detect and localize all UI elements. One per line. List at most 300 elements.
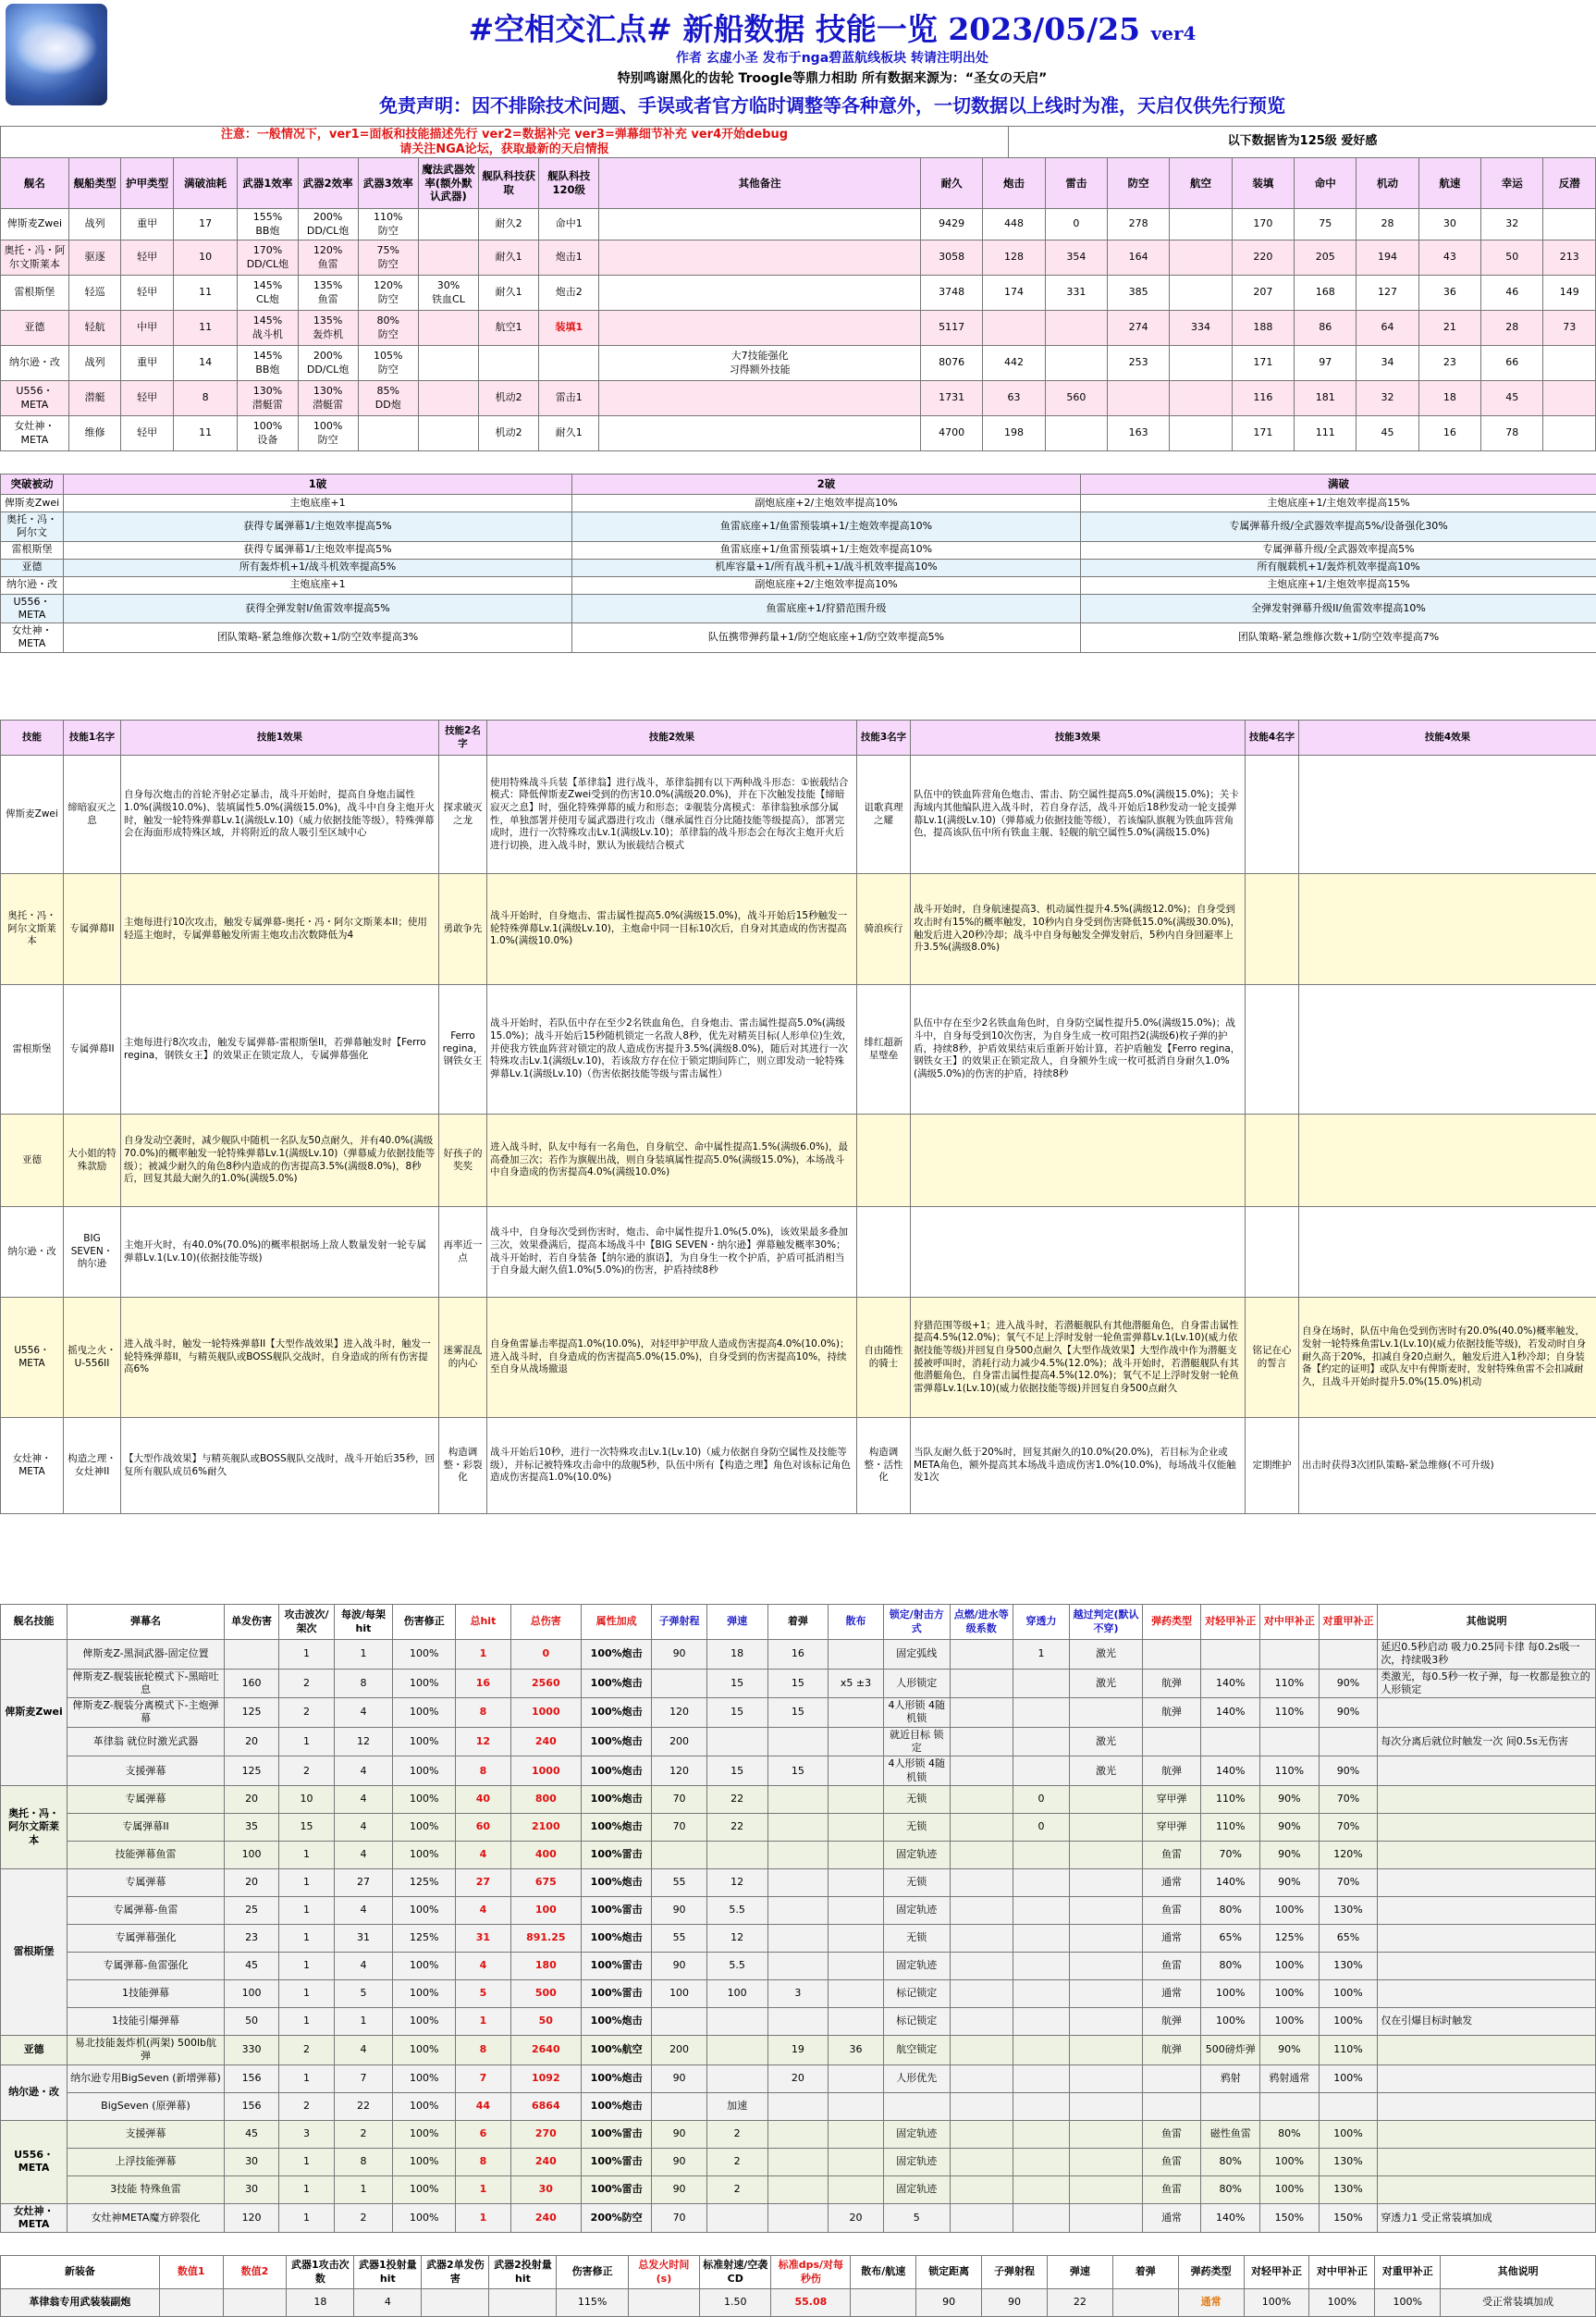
barrage-cell: 100%炮击	[581, 1698, 651, 1728]
barrage-cell	[1070, 1979, 1143, 2007]
barrage-cell: 8	[456, 1698, 510, 1728]
stat-cell: 207	[1232, 276, 1294, 311]
barrage-cell: 鱼雷	[1142, 1952, 1201, 1979]
document-header	[0, 0, 1596, 129]
header-cell: 散布/航速	[851, 2256, 916, 2289]
barrage-cell: 100	[224, 1841, 278, 1868]
barrage-cell: 36	[829, 2035, 883, 2064]
barrage-row	[1, 1727, 1596, 1756]
stat-cell: 34	[1357, 346, 1418, 381]
stat-cell: 4700	[920, 416, 982, 451]
barrage-cell: 鱼雷	[1142, 1841, 1201, 1868]
barrage-cell	[950, 2203, 1013, 2233]
barrage-cell	[1378, 1841, 1596, 1868]
stat-cell: 5117	[920, 311, 982, 346]
barrage-cell	[829, 1640, 883, 1670]
stat-cell: 116	[1232, 381, 1294, 416]
barrage-cell: 100	[224, 1979, 278, 2007]
header-cell: 耐久	[920, 158, 982, 209]
barrage-cell: 150%	[1319, 2203, 1378, 2233]
stat-cell: 30% 铁血CL	[418, 276, 478, 311]
barrage-cell: 100%	[393, 1979, 456, 2007]
stat-cell	[1045, 311, 1107, 346]
header-cell: 对中甲补正	[1260, 1605, 1320, 1640]
stat-cell: 18	[1418, 381, 1480, 416]
barrage-cell: 120%	[1319, 1841, 1378, 1868]
barrage-cell: 120	[652, 1698, 706, 1728]
stat-cell	[539, 346, 599, 381]
ship-name: 亚德	[1, 311, 69, 346]
header-cell: 伤害修正	[393, 1605, 456, 1640]
barrage-cell	[1378, 1979, 1596, 2007]
skill-effect: 战斗开始时，自身炮击、雷击属性提高5.0%(满级15.0%)，战斗开始后15秒触发一轮特殊弹幕Lv.1(满级Lv.10)，主炮命中同一目标10次后，自身对其造成的伤害提高1.0%(满级10.0%)	[487, 874, 857, 985]
barrage-cell: 31	[334, 1924, 393, 1952]
barrage-cell: 70	[652, 1785, 706, 1813]
skill-name	[1246, 1207, 1299, 1298]
barrage-cell: 100%	[393, 1896, 456, 1924]
stat-cell: 66	[1481, 346, 1543, 381]
ship-name: 雷根斯堡	[1, 1868, 68, 2035]
stat-cell: 潜艇	[68, 381, 120, 416]
stat-cell: 45	[1481, 381, 1543, 416]
stat-cell	[1170, 416, 1232, 451]
barrage-cell	[1142, 1727, 1201, 1756]
barrage-cell: 100%雷击	[581, 1979, 651, 2007]
barrage-cell	[950, 1698, 1013, 1728]
barrage-cell: 100%	[1260, 2007, 1320, 2035]
barrage-cell: 16	[767, 1640, 829, 1670]
barrage-cell: 12	[334, 1727, 393, 1756]
barrage-cell: 100%炮击	[581, 1924, 651, 1952]
skill-name: 摇曳之火・U-556II	[64, 1298, 121, 1418]
skill-name: 诅歌真理之耀	[857, 756, 911, 874]
equipment-cell: 115%	[557, 2289, 628, 2317]
barrage-cell: 90	[652, 2175, 706, 2203]
barrage-cell: 15	[706, 1669, 767, 1698]
stat-cell	[418, 416, 478, 451]
barrage-cell: 100%	[1319, 2120, 1378, 2148]
stat-cell: 轻甲	[121, 276, 173, 311]
header-cell: 数值1	[159, 2256, 223, 2289]
header-cell: 锁定/射击方式	[883, 1605, 950, 1640]
stat-cell: 171	[1232, 346, 1294, 381]
barrage-cell: 100%雷击	[581, 1896, 651, 1924]
barrage-cell: 110%	[1201, 1785, 1260, 1813]
header-cell: 弹速	[706, 1605, 767, 1640]
barrage-cell: 通常	[1142, 2203, 1201, 2233]
stat-cell: 181	[1295, 381, 1357, 416]
barrage-cell: 4	[334, 1785, 393, 1813]
stat-cell: 253	[1108, 346, 1170, 381]
barrage-cell: 70	[652, 2203, 706, 2233]
skill-name: 专属弹幕II	[64, 874, 121, 985]
barrage-cell: 100%	[393, 1698, 456, 1728]
barrage-cell: 通常	[1142, 1868, 1201, 1896]
stat-cell: 86	[1295, 311, 1357, 346]
barrage-name: 纳尔逊专用BigSeven (新增弹幕)	[68, 2064, 225, 2092]
ship-name: 奥托・冯・阿尔文斯莱本	[1, 240, 69, 276]
stat-cell	[599, 416, 921, 451]
barrage-cell: 加速	[706, 2092, 767, 2120]
equipment-cell	[628, 2289, 699, 2317]
stat-cell: 16	[1418, 416, 1480, 451]
barrage-cell: 1	[279, 1979, 334, 2007]
equipment-cell: 55.08	[771, 2289, 851, 2317]
barrage-cell: 156	[224, 2092, 278, 2120]
skill-name: 缔暗寂灭之息	[64, 756, 121, 874]
stat-cell: 命中1	[539, 209, 599, 240]
barrage-cell: 1	[279, 2007, 334, 2035]
stat-cell: 97	[1295, 346, 1357, 381]
stat-cell: 75	[1295, 209, 1357, 240]
stat-cell: 46	[1481, 276, 1543, 311]
barrage-cell	[829, 1813, 883, 1841]
header-cell: 炮击	[983, 158, 1045, 209]
stat-cell: 194	[1357, 240, 1418, 276]
barrage-cell	[1070, 2007, 1143, 2035]
barrage-cell: 80%	[1201, 1952, 1260, 1979]
barrage-cell: 100%	[393, 1952, 456, 1979]
ship-name: 女灶神・META	[1, 416, 69, 451]
skill-name: 自由随性的骑士	[857, 1298, 911, 1418]
stat-cell: 32	[1481, 209, 1543, 240]
barrage-cell	[1013, 1952, 1070, 1979]
header-cell: 技能1名字	[64, 721, 121, 756]
barrage-cell	[950, 1979, 1013, 2007]
barrage-cell: 90%	[1319, 1756, 1378, 1786]
stat-cell: 130% 潜艇雷	[298, 381, 358, 416]
stat-cell: 28	[1481, 311, 1543, 346]
barrage-cell: 330	[224, 2035, 278, 2064]
stat-cell: 145% 战斗机	[238, 311, 298, 346]
barrage-cell: 150%	[1260, 2203, 1320, 2233]
skill-name: 勇敢争先	[439, 874, 487, 985]
barrage-cell: 30	[224, 2148, 278, 2175]
barrage-cell: 1000	[510, 1756, 581, 1786]
stat-cell: 耐久1	[479, 276, 539, 311]
barrage-name: 1技能引爆弹幕	[68, 2007, 225, 2035]
barrage-cell	[767, 2120, 829, 2148]
barrage-cell: 2	[279, 1698, 334, 1728]
barrage-cell: 5.5	[706, 1952, 767, 1979]
barrage-cell	[1260, 2092, 1320, 2120]
stats-row	[1, 416, 1596, 451]
barrage-cell: 90%	[1260, 2035, 1320, 2064]
header-cell: 舰名技能	[1, 1605, 68, 1640]
barrage-cell: 500磅炸弹	[1201, 2035, 1260, 2064]
barrage-cell	[829, 1924, 883, 1952]
skills-table	[0, 720, 1596, 1514]
skill-name	[1246, 756, 1299, 874]
barrage-cell: 1	[279, 1868, 334, 1896]
ship-name: 俾斯麦Zwei	[1, 495, 64, 512]
barrage-cell: 100%雷击	[581, 2148, 651, 2175]
header-cell: 越过判定(默认不穿)	[1070, 1605, 1143, 1640]
barrage-cell: 5	[883, 2203, 950, 2233]
breakthrough-cell: 所有舰载机+1/轰炸机效率提高10%	[1081, 559, 1596, 576]
stat-cell: 炮击1	[539, 240, 599, 276]
skill-effect: 使用特殊战斗兵装【革律翁】进行战斗，革律翁拥有以下两种战斗形态：①嵌载结合模式：降低俾斯麦Zwei受到的伤害10.0%(满级20.0%)，并在下次触发技能【缔暗寂灭之息】时，强化特殊弹幕的威力和形态；②舰装分离模式：革律翁独承部分属性，单独部署并使用专属武器进行攻击（继承属性百分比随技能等级提高），部署完成时，进行一次特殊攻击Lv.1(满级Lv.10)；革律翁的战斗形态会在每次主炮开火后进行切换，进入战斗时，默认为嵌载结合模式	[487, 756, 857, 874]
barrage-cell	[1070, 1785, 1143, 1813]
stat-cell: 11	[173, 276, 238, 311]
barrage-cell	[1070, 2148, 1143, 2175]
breakthrough-cell: 机库容量+1/所有战斗机+1/战斗机效率提高10%	[572, 559, 1081, 576]
logo-image	[6, 4, 107, 105]
stat-cell: 278	[1108, 209, 1170, 240]
barrage-row	[1, 1785, 1596, 1813]
header-cell: 攻击波次/架次	[279, 1605, 334, 1640]
header-cell: 技能4名字	[1246, 721, 1299, 756]
barrage-cell: 0	[1013, 1785, 1070, 1813]
header-cell: 弹药类型	[1178, 2256, 1244, 2289]
barrage-cell: 5.5	[706, 1896, 767, 1924]
skill-name	[857, 1207, 911, 1298]
barrage-cell: 鱼雷	[1142, 2175, 1201, 2203]
barrage-cell: 4	[334, 2035, 393, 2064]
skill-name: BIG SEVEN・纳尔逊	[64, 1207, 121, 1298]
header-cell: 总伤害	[510, 1605, 581, 1640]
barrage-name: 专属弹幕-鱼雷	[68, 1896, 225, 1924]
skill-effect: 自身鱼雷暴击率提高1.0%(10.0%)，对轻甲护甲敌人造成伤害提高4.0%(10.0%)；进入战斗时，自身造成的伤害提高5.0%(15.0%)，自身受到的伤害提高10%，持续至自身从战场撤退	[487, 1298, 857, 1418]
stat-cell	[418, 381, 478, 416]
stat-cell	[1543, 346, 1596, 381]
barrage-cell	[829, 2175, 883, 2203]
barrage-cell	[950, 1727, 1013, 1756]
header-cell: 护甲类型	[121, 158, 173, 209]
barrage-cell	[829, 2148, 883, 2175]
barrage-cell	[1260, 1640, 1320, 1670]
header-cell: 技能4效果	[1299, 721, 1596, 756]
barrage-cell	[950, 1756, 1013, 1786]
barrage-table	[0, 1604, 1596, 2233]
stats-row	[1, 346, 1596, 381]
barrage-cell: 12	[706, 1924, 767, 1952]
header-cell: 属性加成	[581, 1605, 651, 1640]
stats-row	[1, 381, 1596, 416]
stat-cell: 128	[983, 240, 1045, 276]
skill-effect: 战斗开始时，若队伍中存在至少2名铁血角色，自身炮击、雷击属性提高5.0%(满级15.0%)；战斗开始后15秒随机锁定一名敌人8秒，优先对精英目标(人形单位)生效，并使我方铁血阵营对锁定的敌人造成伤害提升3.5%(满级8.0%)，随后对其进行一次特殊攻击Lv.1(满级Lv.10)，若该敌方存在位于锁定期间阵亡，则立即发动一轮特殊弹幕Lv.1(满级Lv.10)（伤害依据技能等级与雷击属性）	[487, 985, 857, 1115]
barrage-cell: 4	[334, 1813, 393, 1841]
barrage-cell: 7	[456, 2064, 510, 2092]
barrage-cell	[767, 1924, 829, 1952]
barrage-cell	[829, 2120, 883, 2148]
stat-cell: 大7技能强化 习得额外技能	[599, 346, 921, 381]
barrage-cell: 无锁	[883, 1924, 950, 1952]
barrage-row	[1, 1924, 1596, 1952]
equipment-cell: 22	[1047, 2289, 1112, 2317]
header-cell: 标准射速/空袭CD	[700, 2256, 771, 2289]
skill-effect: 自身每次炮击的首轮齐射必定暴击，战斗开始时，提高自身炮击属性1.0%(满级10.0%)、装填属性5.0%(满级15.0%)，战斗中自身主炮开火时，触发一轮特殊弹幕Lv.1(满级Lv.10)（威力依据技能等级），特殊弹幕会在海面形成特殊区域，并将附近的敌人吸引至区域中心	[121, 756, 439, 874]
stat-cell: 战列	[68, 346, 120, 381]
breakthrough-row	[1, 495, 1596, 512]
barrage-cell: 200	[652, 1727, 706, 1756]
stat-cell	[599, 240, 921, 276]
header-cell: 伤害修正	[557, 2256, 628, 2289]
ship-name: 奥托・冯・阿尔文斯莱本	[1, 1785, 68, 1868]
barrage-cell	[1013, 2148, 1070, 2175]
barrage-cell	[1070, 1813, 1143, 1841]
barrage-cell: 人形优先	[883, 2064, 950, 2092]
ship-name: 亚德	[1, 1115, 64, 1207]
barrage-cell: 31	[456, 1924, 510, 1952]
barrage-cell: 8	[456, 2148, 510, 2175]
stat-cell: 164	[1108, 240, 1170, 276]
breakthrough-cell: 鱼雷底座+1/狩猎范围升级	[572, 594, 1081, 623]
barrage-cell	[950, 1841, 1013, 1868]
barrage-cell: 100%	[1319, 2007, 1378, 2035]
stat-cell	[418, 311, 478, 346]
barrage-cell	[829, 1896, 883, 1924]
breakthrough-table	[0, 474, 1596, 653]
barrage-cell	[1070, 1896, 1143, 1924]
barrage-cell: 100%	[393, 1841, 456, 1868]
stat-cell: 331	[1045, 276, 1107, 311]
barrage-name: 专属弹幕	[68, 1785, 225, 1813]
skill-effect: 自身发动空袭时，减少舰队中随机一名队友50点耐久，并有40.0%(满级70.0%)的概率触发一轮特殊弹幕Lv.1(满级Lv.10)（弹幕威力依据技能等级）；被减少耐久的角色8秒内造成的伤害提高3.5%(满级8.0%)，8秒后，回复其最大耐久的1.0%(满级5.0%)	[121, 1115, 439, 1207]
barrage-cell: 70%	[1319, 1813, 1378, 1841]
skill-name: 再率近一点	[439, 1207, 487, 1298]
barrage-cell: 2	[279, 1756, 334, 1786]
barrage-cell: 航弹	[1142, 1698, 1201, 1728]
barrage-cell: 6864	[510, 2092, 581, 2120]
barrage-cell: 240	[510, 1727, 581, 1756]
barrage-cell: 27	[334, 1868, 393, 1896]
barrage-cell	[950, 2092, 1013, 2120]
barrage-cell: 100%雷击	[581, 2120, 651, 2148]
barrage-cell	[1070, 1698, 1143, 1728]
stat-cell: 85% DD炮	[358, 381, 418, 416]
barrage-cell: 标记锁定	[883, 2007, 950, 2035]
stat-cell: 轻巡	[68, 276, 120, 311]
barrage-cell	[1378, 2092, 1596, 2120]
skill-effect	[1299, 1207, 1596, 1298]
equipment-cell: 90	[982, 2289, 1048, 2317]
barrage-cell: 1	[334, 1640, 393, 1670]
ship-name: 雷根斯堡	[1, 985, 64, 1115]
header-cell: 新装备	[1, 2256, 160, 2289]
barrage-cell: 1	[279, 2148, 334, 2175]
header-cell: 穿透力	[1013, 1605, 1070, 1640]
barrage-cell: 8	[456, 1756, 510, 1786]
stat-cell	[599, 381, 921, 416]
barrage-row	[1, 1756, 1596, 1786]
skill-effect	[911, 1115, 1246, 1207]
barrage-cell: 27	[456, 1868, 510, 1896]
breakthrough-cell: 专属弹幕升级/全武器效率提高5%	[1081, 541, 1596, 559]
header-cell: 技能1效果	[121, 721, 439, 756]
barrage-cell: 90	[652, 2148, 706, 2175]
skill-effect: 队伍中存在至少2名铁血角色时，自身防空属性提升5.0%(满级15.0%)；战斗中，自身每受到10次伤害，为自身生成一枚可阻挡2(满级6)枚子弹的护盾，持续8秒，护盾效果结束后重新开始计算，若护盾触发【Ferro regina，钢铁女王】的效果正在锁定敌人，自身额外生成一枚可抵消自身耐久1.0%(满级5.0%)的伤害的护盾，持续8秒	[911, 985, 1246, 1115]
barrage-cell: 2640	[510, 2035, 581, 2064]
barrage-cell: 2	[334, 2203, 393, 2233]
barrage-cell: 4	[456, 1841, 510, 1868]
level-note: 以下数据皆为125级 爱好感	[1009, 127, 1596, 158]
header-cell: 幸运	[1481, 158, 1543, 209]
barrage-cell: 80%	[1201, 2175, 1260, 2203]
barrage-row	[1, 1841, 1596, 1868]
skill-effect: 主炮每进行10次攻击，触发专属弹幕-奥托・冯・阿尔文斯莱本II；使用轻巡主炮时，专属弹幕触发所需主炮攻击次数降低为4	[121, 874, 439, 985]
barrage-row	[1, 1669, 1596, 1698]
barrage-cell: 100%	[1260, 2148, 1320, 2175]
header-cell: 子弹射程	[652, 1605, 706, 1640]
barrage-cell	[767, 1896, 829, 1924]
barrage-cell: 100%炮击	[581, 1640, 651, 1670]
barrage-cell: 12	[456, 1727, 510, 1756]
barrage-cell: 891.25	[510, 1924, 581, 1952]
barrage-cell	[706, 1727, 767, 1756]
barrage-cell: 100%	[1260, 1952, 1320, 1979]
barrage-cell: 125	[224, 1756, 278, 1786]
stat-cell	[479, 346, 539, 381]
barrage-cell: 100%炮击	[581, 2092, 651, 2120]
barrage-cell	[1070, 1924, 1143, 1952]
barrage-cell	[1070, 2064, 1143, 2092]
barrage-cell	[950, 2175, 1013, 2203]
header-cell: 机动	[1357, 158, 1418, 209]
barrage-cell	[950, 2007, 1013, 2035]
header-cell: 弹幕名	[68, 1605, 225, 1640]
barrage-cell: 固定轨迹	[883, 2175, 950, 2203]
barrage-row	[1, 2120, 1596, 2148]
header-cell: 命中	[1295, 158, 1357, 209]
barrage-cell: 110%	[1319, 2035, 1378, 2064]
barrage-cell: 4	[334, 1952, 393, 1979]
barrage-cell: 20	[767, 2064, 829, 2092]
barrage-cell	[767, 2007, 829, 2035]
barrage-cell	[767, 2175, 829, 2203]
header-cell: 对重甲补正	[1375, 2256, 1441, 2289]
barrage-cell: 55	[652, 1868, 706, 1896]
stat-cell: 127	[1357, 276, 1418, 311]
stat-cell	[1170, 381, 1232, 416]
barrage-cell: 500	[510, 1979, 581, 2007]
barrage-cell: 100%	[1319, 2064, 1378, 2092]
header-cell: 其他说明	[1378, 1605, 1596, 1640]
barrage-cell: 激光	[1070, 1640, 1143, 1670]
disclaimer-line: 免责声明：因不排除技术问题、手误或者官方临时调整等各种意外，一切数据以上线时为准，天启仅供先行预览	[379, 94, 1285, 117]
barrage-cell: 1	[334, 2175, 393, 2203]
header-cell: 着弹	[767, 1605, 829, 1640]
stat-cell: 45	[1357, 416, 1418, 451]
barrage-cell: 8	[334, 2148, 393, 2175]
barrage-cell: 2	[279, 2092, 334, 2120]
stat-cell: 120% 鱼雷	[298, 240, 358, 276]
skill-effect: 主炮每进行8次攻击，触发专属弹幕-雷根斯堡II，若弹幕触发时【Ferro regina，钢铁女王】的效果正在锁定敌人，专属弹幕强化	[121, 985, 439, 1115]
barrage-cell	[1378, 1868, 1596, 1896]
barrage-cell: 22	[706, 1785, 767, 1813]
barrage-cell: 100%	[1201, 1979, 1260, 2007]
header-cell: 武器2单发伤害	[422, 2256, 489, 2289]
barrage-cell	[1013, 1896, 1070, 1924]
stat-cell	[983, 311, 1045, 346]
stat-cell: 21	[1418, 311, 1480, 346]
stat-cell: 轻甲	[121, 416, 173, 451]
barrage-cell: 1	[279, 2203, 334, 2233]
stat-cell: 385	[1108, 276, 1170, 311]
stat-cell: 171	[1232, 416, 1294, 451]
skill-effect: 战斗开始时，自身航速提高3、机动属性提升4.5%(满级12.0%)；自身受到攻击时有15%的概率触发，10秒内自身受到伤害降低15.0%(满级30.0%)，触发后进入20秒冷却；战斗中自身每触发全弹发射后，5秒内自身回避率上升3.5%(满级8.0%)	[911, 874, 1246, 985]
barrage-cell: 90%	[1260, 1813, 1320, 1841]
barrage-cell: 7	[334, 2064, 393, 2092]
barrage-cell	[1070, 2120, 1143, 2148]
barrage-cell: 100%	[393, 1756, 456, 1786]
barrage-cell: 5	[334, 1979, 393, 2007]
barrage-cell: 2560	[510, 1669, 581, 1698]
barrage-cell: 20	[224, 1727, 278, 1756]
barrage-cell: 200	[652, 2035, 706, 2064]
barrage-cell: 延迟0.5秒启动 吸力0.25同卡律 每0.2s吸一次，持续吸3秒	[1378, 1640, 1596, 1670]
barrage-cell: 1	[279, 1640, 334, 1670]
